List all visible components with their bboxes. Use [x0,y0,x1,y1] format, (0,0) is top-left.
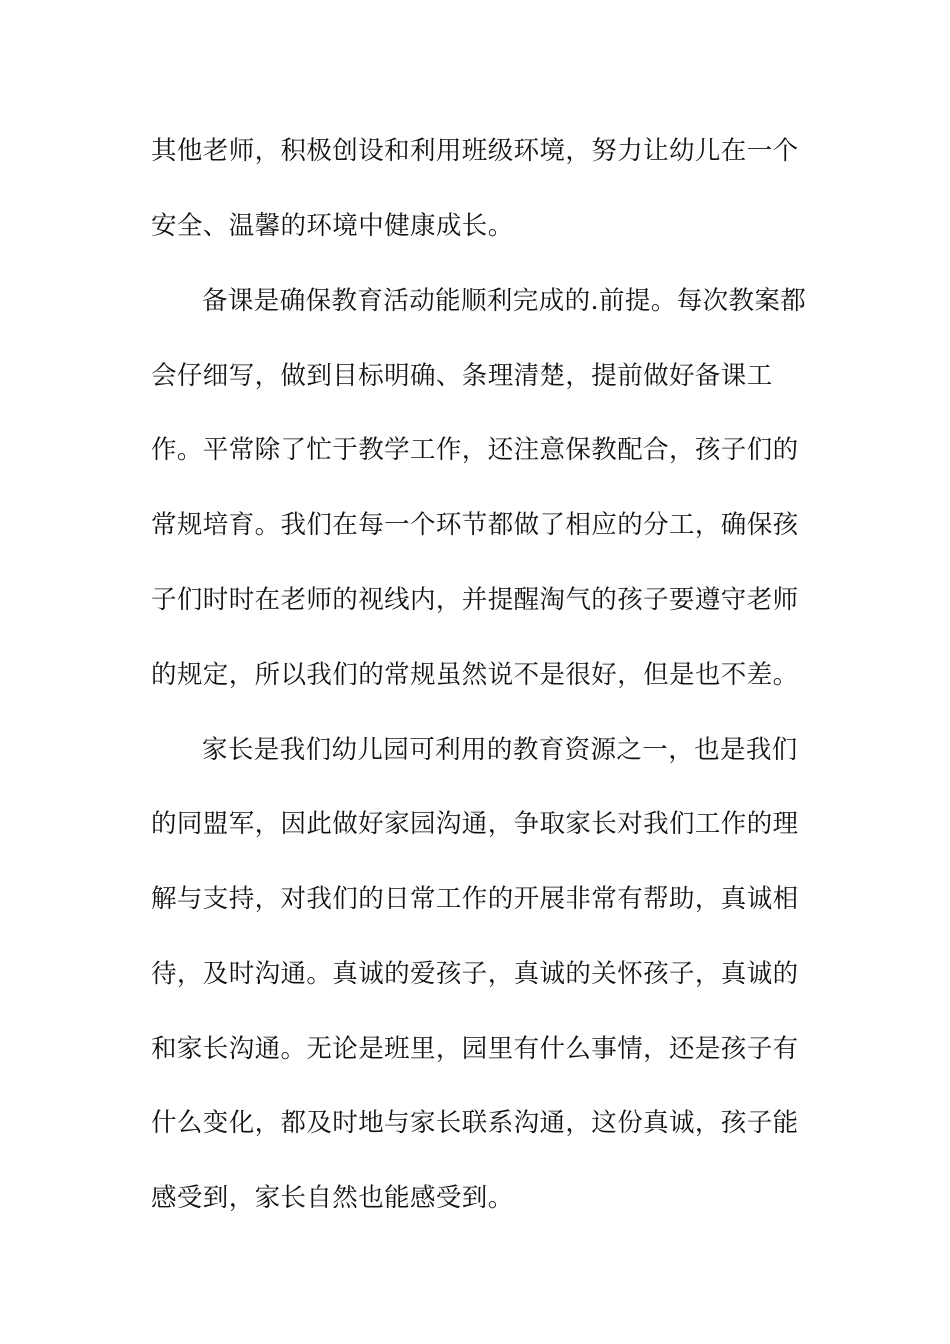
paragraph-3-line-6: 什么变化，都及时地与家长联系沟通，这份真诚，孩子能 [151,1108,799,1138]
paragraph-3-line-3: 解与支持，对我们的日常工作的开展非常有帮助，真诚相 [151,884,799,914]
paragraph-1-line-2: 安全、温馨的环境中健康成长。 [151,211,514,241]
paragraph-2-line-6: 的规定，所以我们的常规虽然说不是很好，但是也不差。 [151,660,799,690]
paragraph-1-line-1: 其他老师，积极创设和利用班级环境，努力让幼儿在一个 [151,136,799,166]
paragraph-3-line-2: 的同盟军，因此做好家园沟通，争取家长对我们工作的理 [151,809,799,839]
paragraph-2-line-1: 备课是确保教育活动能顺利完成的.前提。每次教案都 [202,286,807,316]
paragraph-2-line-4: 常规培育。我们在每一个环节都做了相应的分工，确保孩 [151,510,799,540]
paragraph-3-line-5: 和家长沟通。无论是班里，园里有什么事情，还是孩子有 [151,1034,799,1064]
paragraph-3-line-1: 家长是我们幼儿园可利用的教育资源之一，也是我们 [202,735,798,765]
paragraph-2-line-3: 作。平常除了忙于教学工作，还注意保教配合，孩子们的 [151,435,799,465]
paragraph-3-line-4: 待，及时沟通。真诚的爱孩子，真诚的关怀孩子，真诚的 [151,959,799,989]
paragraph-3-line-7: 感受到，家长自然也能感受到。 [151,1183,514,1213]
paragraph-2-line-5: 子们时时在老师的视线内，并提醒淘气的孩子要遵守老师 [151,585,799,615]
paragraph-2-line-2: 会仔细写，做到目标明确、条理清楚，提前做好备课工 [151,361,773,391]
